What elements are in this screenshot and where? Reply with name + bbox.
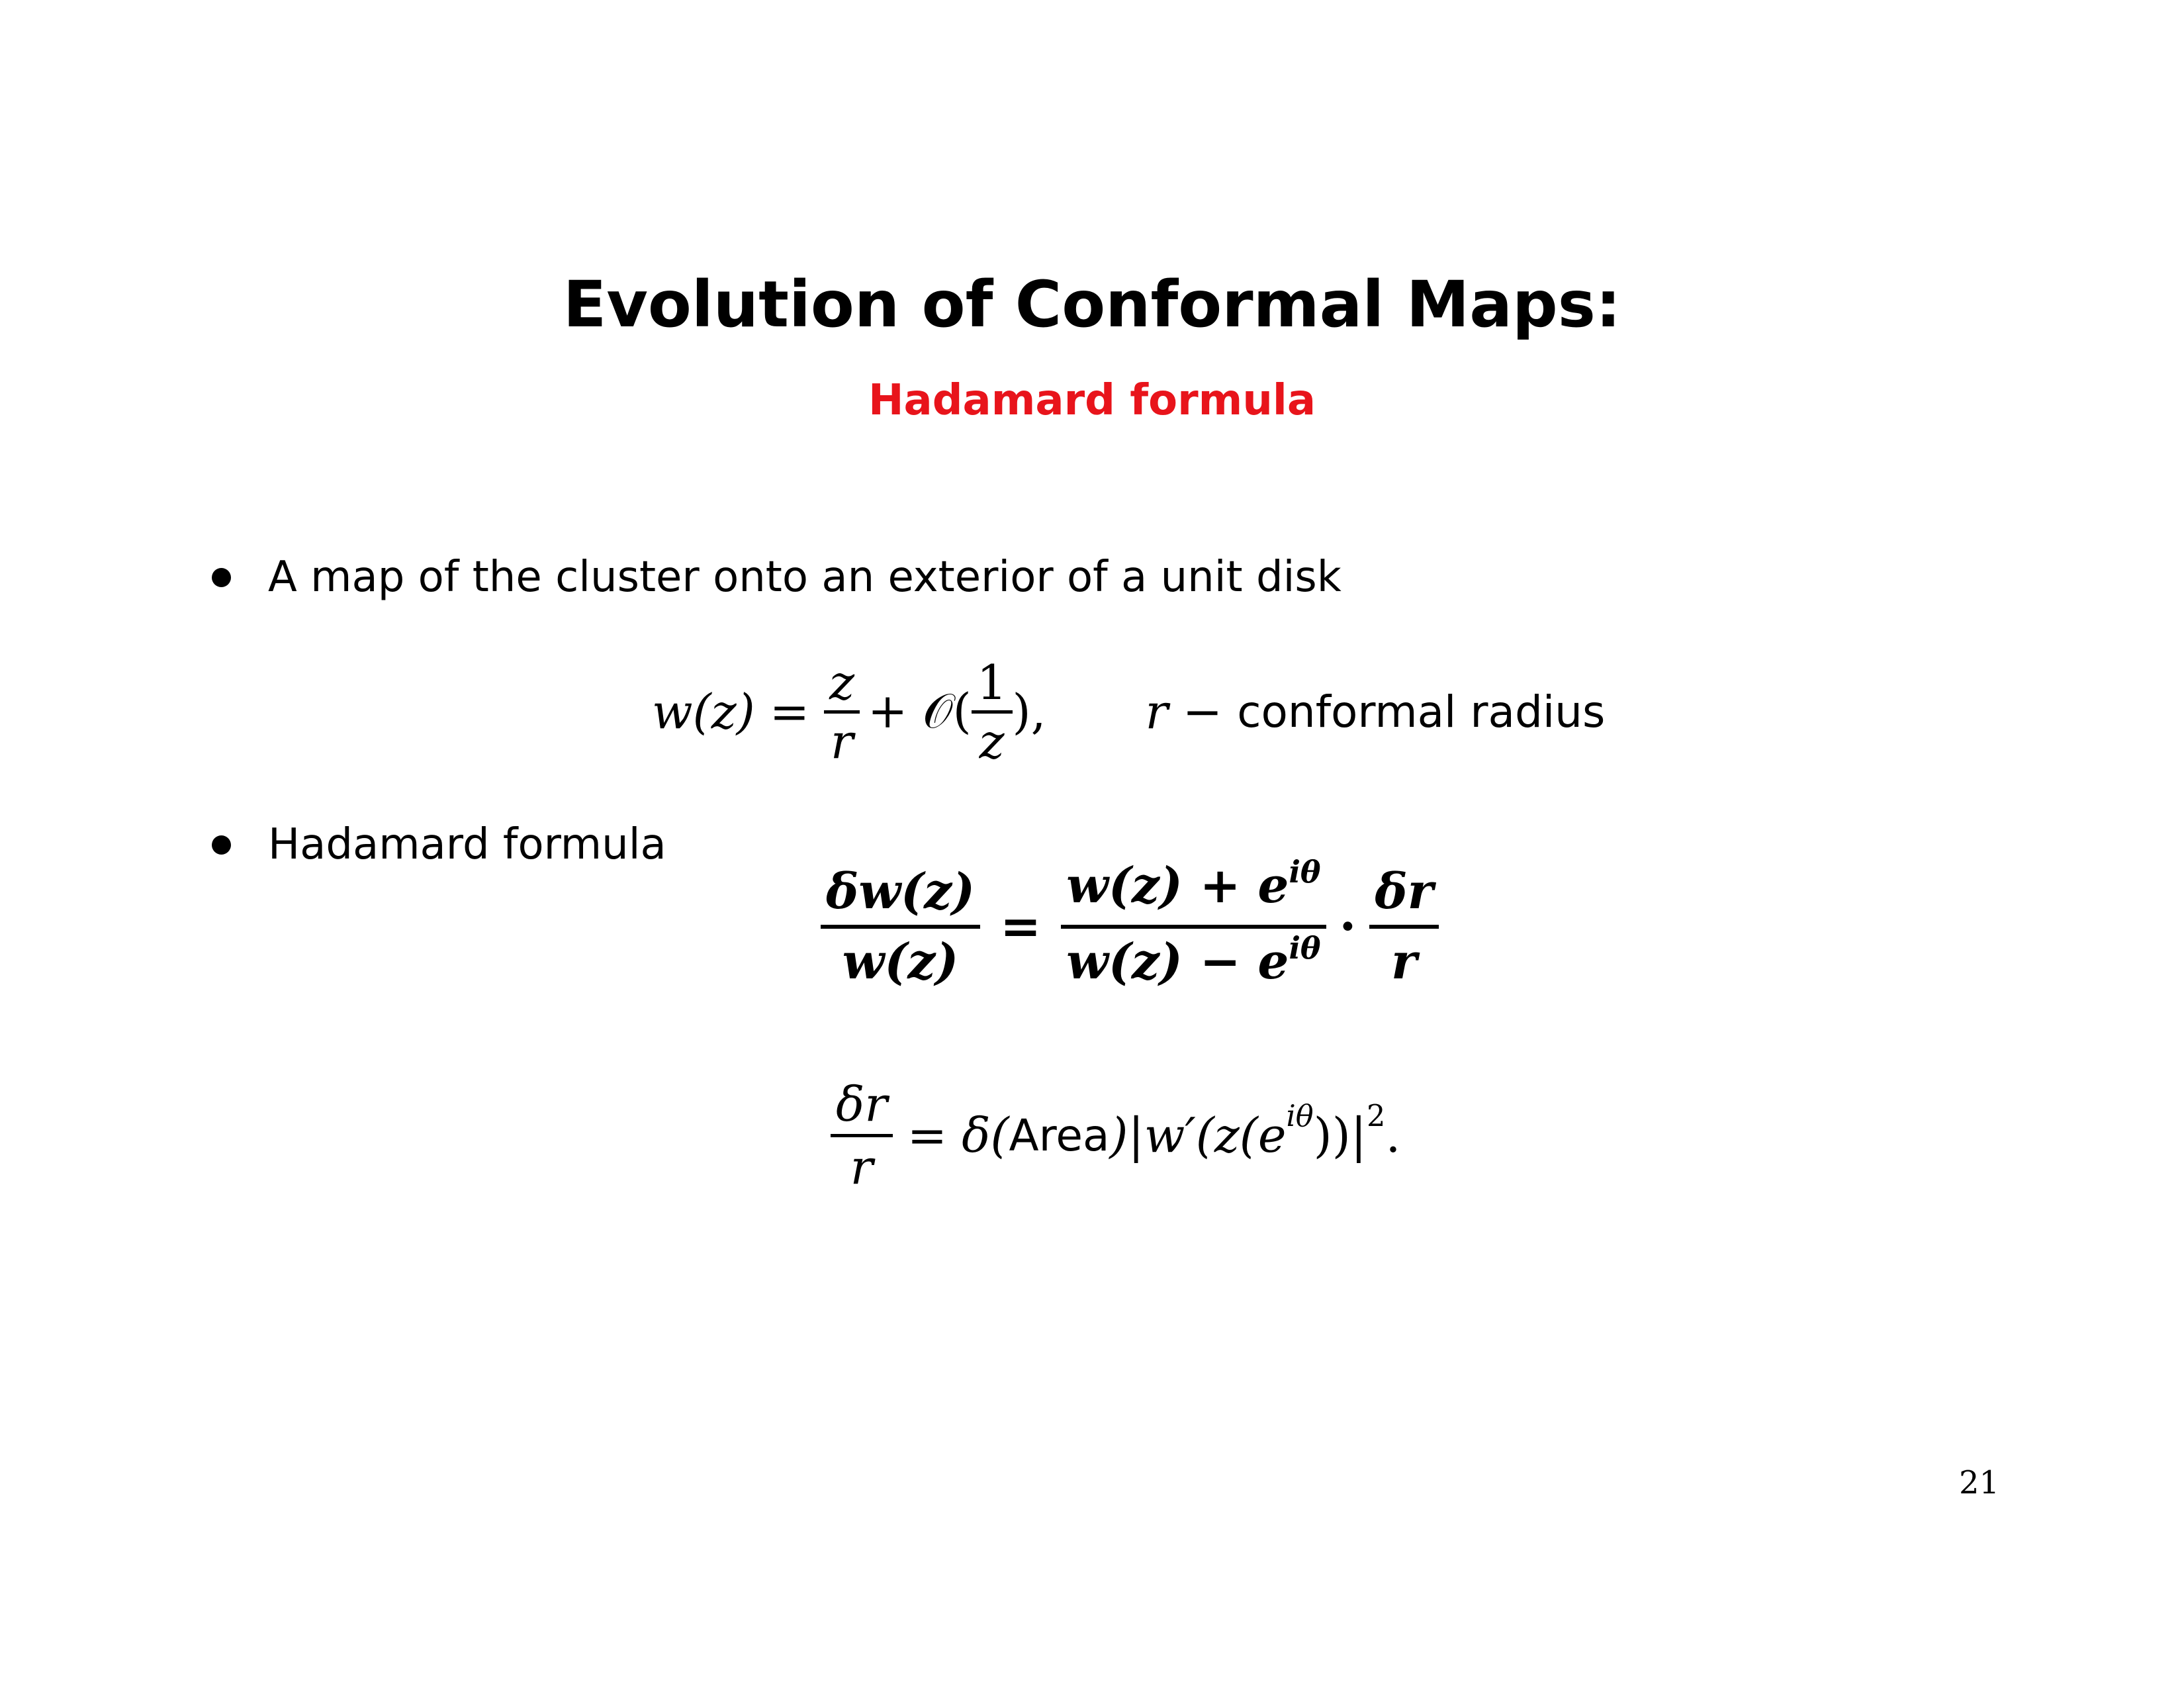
eq2-rhs-numerator [1061, 853, 1326, 925]
eq3-close: ))| [1313, 1107, 1367, 1163]
eq1-plus-big-o: + 𝒪( [868, 683, 972, 739]
eq3-equals: = [907, 1107, 948, 1163]
eq3-exponent: iθ [1286, 1098, 1314, 1133]
eq1-frac2-numerator: 1 [976, 654, 1007, 710]
slide-title: Evolution of Conformal Maps: [563, 267, 1621, 342]
eq3-area-text: Area [1009, 1109, 1110, 1161]
equation-conformal-map [652, 649, 1605, 774]
eq3-power: 2 [1367, 1098, 1386, 1133]
eq3-delta: δ( [962, 1107, 1009, 1163]
eq1-equals: = [769, 684, 810, 739]
eq2-rhs-denominator-base: w(z) − e [1066, 933, 1289, 990]
eq1-lhs: w(z) [652, 684, 755, 739]
eq1-frac1-denominator: r [830, 713, 854, 769]
eq2-rhs-numerator-base: w(z) + e [1066, 857, 1289, 914]
eq3-period: . [1385, 1107, 1401, 1163]
eq2-rhs-denominator [1061, 929, 1326, 1001]
eq2-rhs-numerator-exponent: iθ [1289, 854, 1321, 890]
eq1-conformal-radius-text: conformal radius [1237, 686, 1606, 737]
eq2-dr-over-r-fraction [1369, 859, 1438, 995]
eq3-after-area: )|w′(z(e [1109, 1107, 1287, 1163]
eq1-r: r [1145, 684, 1168, 739]
eq2-lhs-denominator: w(z) [842, 933, 959, 990]
eq3-denominator: r [850, 1139, 874, 1195]
equation-area-relation [831, 1069, 1400, 1201]
eq2-dr-denominator: r [1390, 933, 1417, 990]
bullet-dot-2 [212, 835, 231, 855]
eq1-frac2-denominator: z [979, 713, 1005, 769]
equation-hadamard [821, 854, 1439, 1000]
eq2-rhs-denominator-exponent: iθ [1289, 930, 1321, 966]
page-number: 21 [1959, 1464, 2000, 1501]
bullet-dot-1 [212, 568, 231, 587]
bullet-text-2: Hadamard formula [268, 820, 666, 869]
eq2-equals: = [1000, 898, 1042, 955]
eq2-dr-numerator: δr [1375, 863, 1433, 920]
eq2-lhs-fraction [821, 859, 980, 995]
eq1-dash: − [1182, 684, 1223, 739]
eq1-frac1-numerator: z [829, 654, 855, 710]
eq1-fraction-1-over-z [972, 655, 1013, 769]
eq2-dot: · [1339, 898, 1357, 955]
eq3-numerator: δr [836, 1076, 887, 1132]
eq1-close: ), [1012, 684, 1046, 739]
eq2-lhs-numerator: δw(z) [826, 863, 976, 920]
slide-subtitle: Hadamard formula [868, 376, 1316, 425]
bullet-text-1: A map of the cluster onto an exterior of a unit disk [268, 553, 1342, 602]
eq3-dr-over-r-fraction [831, 1074, 893, 1197]
eq1-fraction-z-over-r [824, 655, 860, 769]
eq2-rhs-fraction [1061, 853, 1326, 1001]
